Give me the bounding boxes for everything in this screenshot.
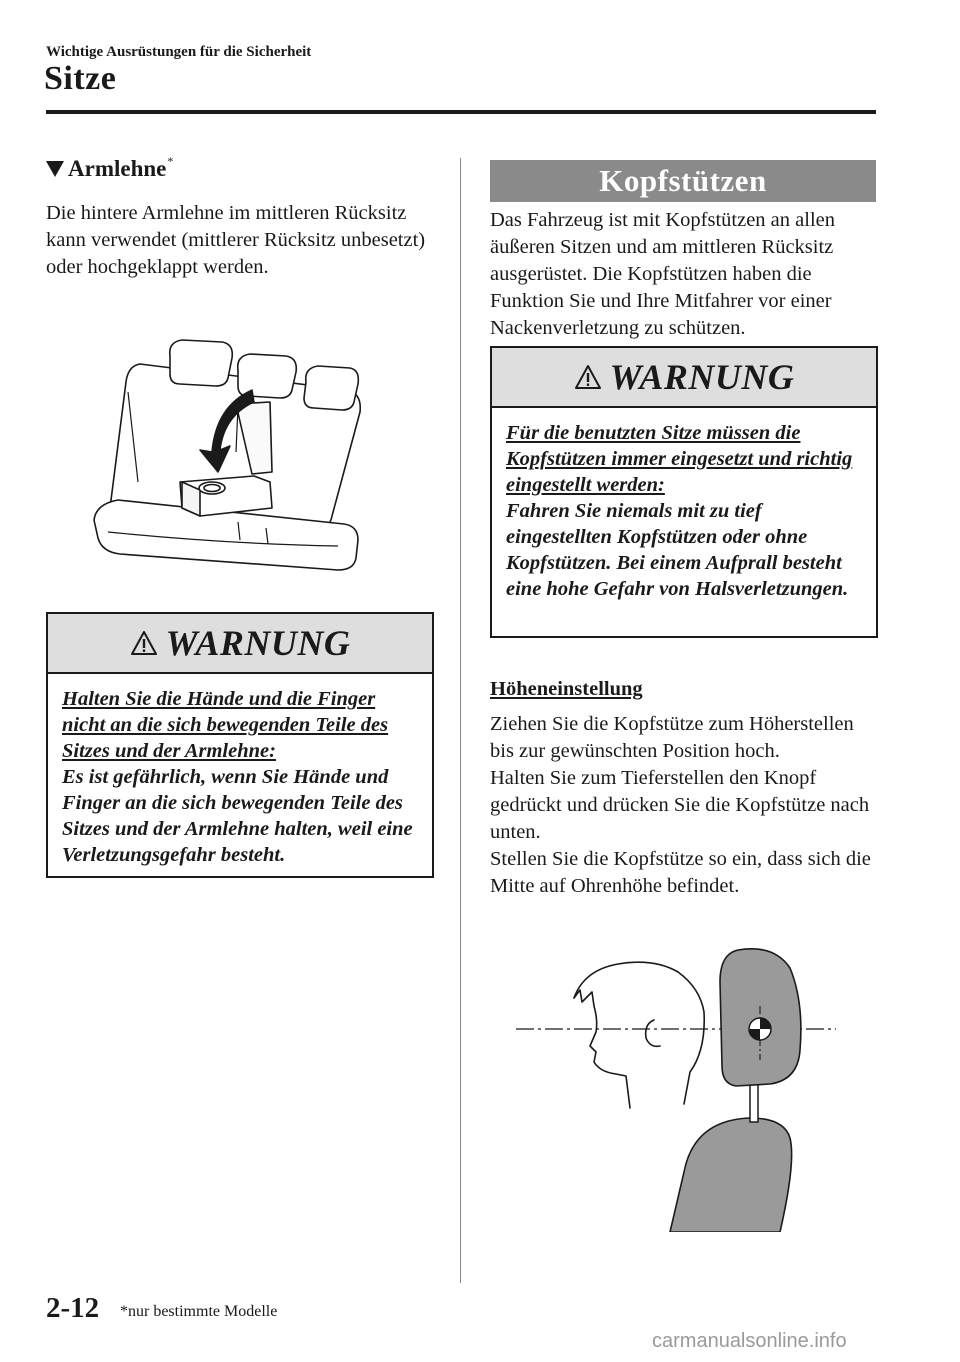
warning-header (48, 614, 432, 674)
warning-body (492, 408, 876, 610)
warning-title: WARNUNG (165, 623, 351, 663)
headrests-intro: Das Fahrzeug ist mit Kopfstützen an allen äußeren Sitzen und am mittleren Rücksitz ausgerüstet. Die Kopfstützen haben die Funktion Sie und Ihre Mitfahrer vor einer Nackenverletzung zu schützen. (490, 209, 835, 339)
height-adjust-paragraph: Ziehen Sie die Kopfstütze zum Höherstellen bis zur gewünschten Position hoch. Halten Sie zum Tieferstellen den Knopf gedrückt und drücken Sie die Kopfstütze nach unten. Stellen Sie die Kopfstütze so ein, dass sich die Mitte auf Ohrenhöhe befindet. (490, 713, 871, 897)
armrest-paragraph: Die hintere Armlehne im mittleren Rücksitz kann verwendet (mittlerer Rücksitz unbesetzt) oder hochgeklappt werden. (46, 202, 426, 278)
warning-box-armrest (46, 612, 434, 878)
triangle-bullet-icon (46, 161, 64, 177)
headrest-position-illustration (514, 942, 838, 1232)
headrests-heading: Kopfstützen (490, 160, 876, 202)
footnote: *nur bestimmte Modelle (120, 1303, 278, 1320)
warning-triangle-icon (574, 364, 602, 390)
warning-body (48, 674, 432, 876)
armrest-heading (46, 153, 174, 182)
title-rule (46, 110, 876, 114)
warning-triangle-icon (130, 630, 158, 656)
armrest-heading-text: Armlehne (68, 156, 167, 181)
warning-title: WARNUNG (609, 357, 795, 397)
warning-underlined-text: Halten Sie die Hände und die Finger nicht an die sich bewegenden Teile des Sitzes und der Armlehne: (62, 688, 389, 762)
warning-text: Fahren Sie niemals mit zu tief eingestellten Kopfstützen oder ohne Kopfstützen. Bei einem Aufprall besteht eine hohe Gefahr von Halsverletzungen. (506, 500, 849, 600)
column-divider (460, 158, 461, 1283)
warning-text: Es ist gefährlich, wenn Sie Hände und Finger an die sich bewegenden Teile des Sitzes und der Armlehne halten, weil eine Verletzungsgefahr besteht. (62, 766, 413, 866)
warning-box-headrests (490, 346, 878, 638)
page-number: 2-12 (46, 1292, 100, 1324)
page-title: Sitze (44, 60, 117, 97)
watermark: carmanualsonline.info (652, 1330, 847, 1352)
optional-marker: * (167, 153, 174, 168)
height-adjust-heading: Höheneinstellung (490, 678, 643, 700)
warning-underlined-text: Für die benutzten Sitze müssen die Kopfstützen immer eingesetzt und richtig eingestellt werden: (506, 422, 853, 496)
section-label: Wichtige Ausrüstungen für die Sicherheit (46, 44, 312, 60)
warning-header (492, 348, 876, 408)
armrest-illustration (88, 332, 363, 587)
